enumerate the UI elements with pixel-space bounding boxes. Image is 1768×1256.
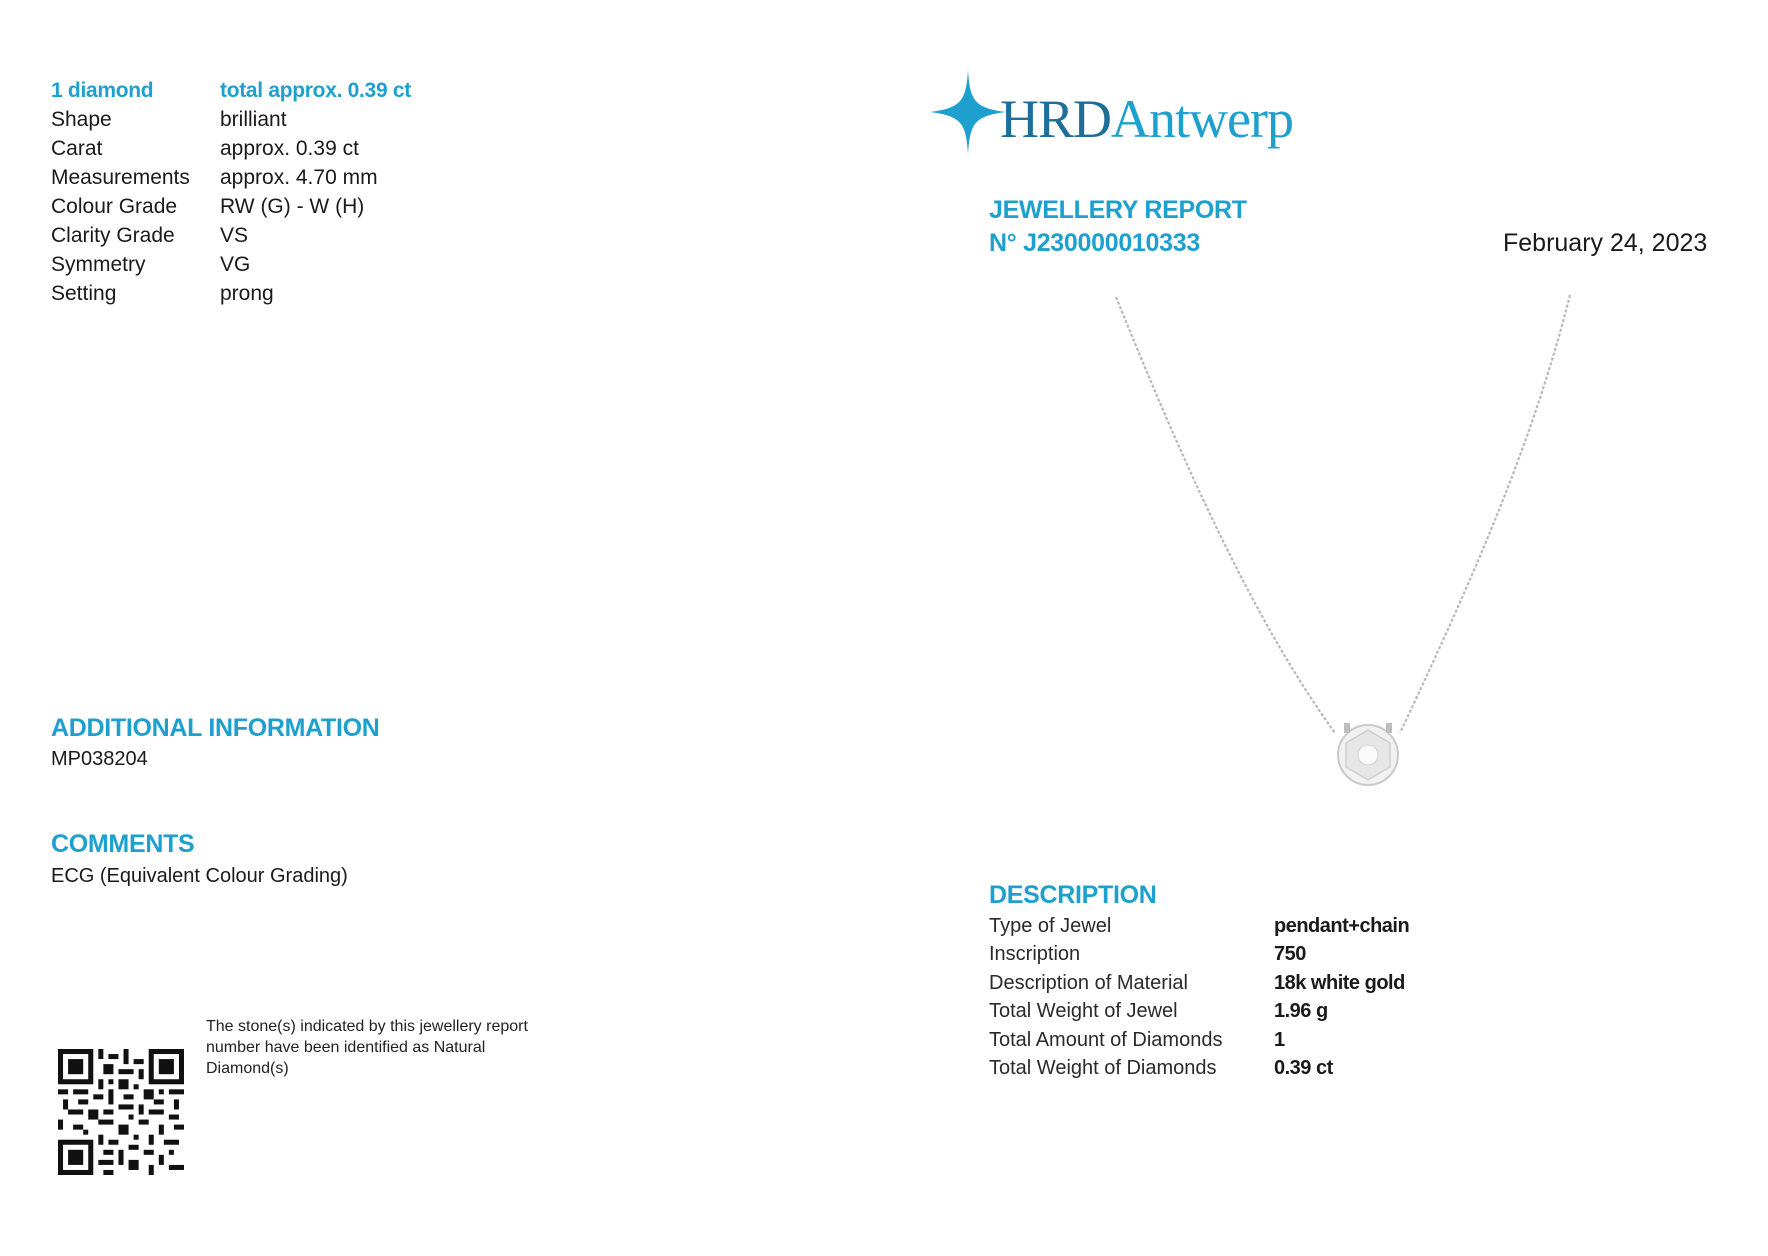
description-value: pendant+chain	[1274, 914, 1410, 937]
description-row	[989, 1026, 1409, 1055]
description-row	[989, 998, 1409, 1027]
spec-value: RW (G) - W (H)	[220, 194, 365, 218]
spec-label: Measurements	[51, 165, 190, 189]
report-title: JEWELLERY REPORT	[989, 196, 1247, 224]
description-row	[989, 969, 1409, 998]
description-row	[989, 1055, 1409, 1084]
description-value: 0.39 ct	[1274, 1057, 1333, 1080]
spec-value: approx. 0.39 ct	[220, 136, 359, 160]
description-value: 1.96 g	[1274, 1000, 1328, 1023]
logo-part-antwerp: Antwerp	[1111, 89, 1293, 149]
description-title: DESCRIPTION	[989, 881, 1157, 909]
spec-value: VS	[220, 223, 249, 247]
description-label: Total Weight of Jewel	[989, 1000, 1178, 1023]
additional-info-title: ADDITIONAL INFORMATION	[51, 714, 380, 742]
description-label: Inscription	[989, 943, 1081, 966]
spec-row	[51, 134, 411, 163]
description-value: 750	[1274, 943, 1306, 966]
description-label: Total Amount of Diamonds	[989, 1028, 1223, 1051]
spec-header-value: total approx. 0.39 ct	[220, 78, 411, 102]
natural-diamond-note: The stone(s) indicated by this jewellery report number have been identified as Natural Diamond(s)	[206, 1018, 528, 1077]
description-row	[989, 941, 1409, 970]
spec-row	[51, 163, 411, 192]
qr-code-icon	[58, 1049, 184, 1175]
spec-header-row	[51, 76, 411, 105]
spec-label: Clarity Grade	[51, 223, 175, 247]
description-table	[989, 912, 1409, 1083]
spec-row	[51, 105, 411, 134]
additional-info-text: MP038204	[51, 748, 148, 770]
spec-label: Colour Grade	[51, 194, 178, 218]
spec-row	[51, 250, 411, 279]
report-number: N° J230000010333	[989, 229, 1200, 257]
spec-value: VG	[220, 252, 251, 276]
description-value: 1	[1274, 1028, 1285, 1051]
description-label: Total Weight of Diamonds	[989, 1057, 1217, 1080]
description-value: 18k white gold	[1274, 971, 1405, 994]
spec-label: Symmetry	[51, 252, 146, 276]
spec-row	[51, 192, 411, 221]
spec-label: Setting	[51, 281, 117, 305]
spec-row	[51, 221, 411, 250]
spec-row	[51, 279, 411, 308]
spec-label: Shape	[51, 107, 112, 131]
comments-title: COMMENTS	[51, 830, 195, 858]
diamond-spec-table	[51, 76, 411, 308]
logo-part-hrd: HRD	[1000, 89, 1112, 149]
description-row	[989, 912, 1409, 941]
description-label: Type of Jewel	[989, 914, 1112, 937]
report-date: February 24, 2023	[1503, 229, 1708, 257]
spec-label: Carat	[51, 136, 103, 160]
hrd-antwerp-logo	[1000, 88, 1293, 150]
spec-header-label: 1 diamond	[51, 78, 154, 102]
spec-value: approx. 4.70 mm	[220, 165, 378, 189]
four-point-star-icon	[930, 70, 1006, 154]
spec-value: prong	[220, 281, 274, 305]
spec-value: brilliant	[220, 107, 287, 131]
pendant-necklace-image	[1100, 285, 1600, 805]
description-label: Description of Material	[989, 971, 1188, 994]
comments-text: ECG (Equivalent Colour Grading)	[51, 865, 348, 887]
